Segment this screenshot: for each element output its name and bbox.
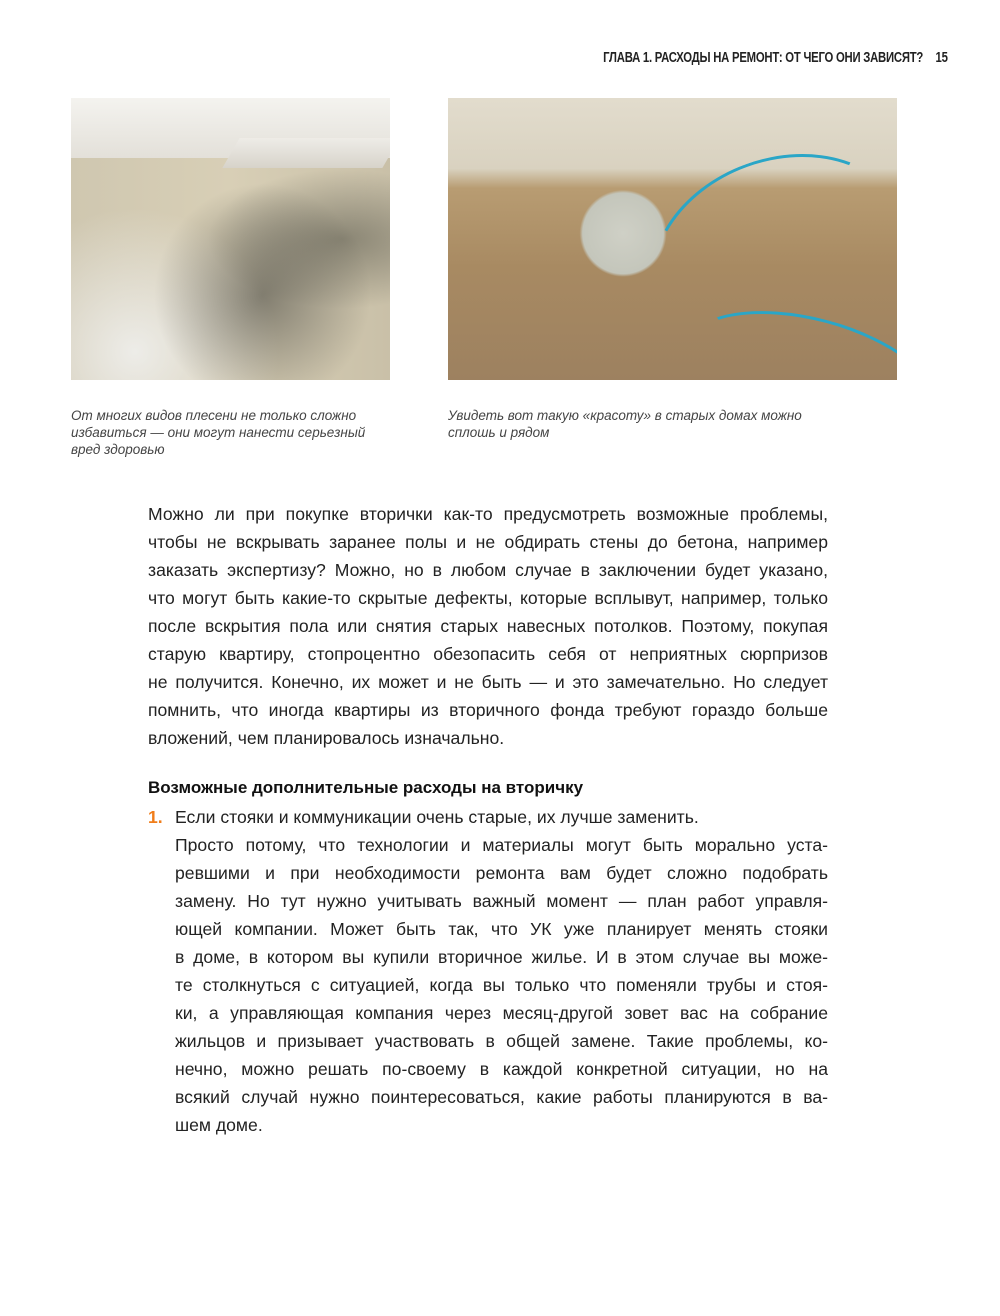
text-line: те столкнуться с ситуацией, когда вы только что поменяли трубы и стоя- [175,975,828,995]
chapter-title: ГЛАВА 1. РАСХОДЫ НА РЕМОНТ: ОТ ЧЕГО ОНИ ЗАВИСЯТ? [603,50,924,66]
text-line: шем доме. [175,1115,263,1135]
text-line: ющей компании. Может быть так, что УК уже планирует менять стояки [175,919,828,939]
photo-caption-mold [71,407,411,458]
text-line: нечно, можно решать по-своему в каждой конкретной ситуации, но на [175,1059,828,1079]
ceiling-molding [222,138,390,168]
text-line: жильцов и призывает участвовать в общей замене. Такие проблемы, ко- [175,1031,828,1051]
list-number: 1. [148,807,163,827]
text-line: заказать экспертизу? Можно, но в любом случае в заключении будет указано, [148,560,828,580]
text-line: после вскрытия пола или снятия старых навесных потолков. Поэтому, покупая [148,616,828,636]
text-line: всякий случай нужно поинтересоваться, какие работы планируются в ва- [175,1087,828,1107]
list-item [175,803,828,1139]
text-line: ревшими и при необходимости ремонта вам будет сложно подобрать [175,863,828,883]
mold-wall-photo [71,98,390,380]
text-line: Просто потому, что технологии и материалы могут быть морально уста- [175,835,828,855]
text-line: не получится. Конечно, их может и не быть — и это замечательно. Но следует [148,672,828,692]
caption-line: вред здоровью [71,442,165,457]
text-line: в доме, в котором вы купили вторичное жилье. И в этом случае вы може- [175,947,828,967]
caption-line: избавиться — они могут нанести серьезный [71,425,366,440]
caption-line: От многих видов плесени не только сложно [71,408,357,423]
running-header [604,50,948,66]
text-line: вложений, чем планировалось изначально. [148,728,505,748]
text-line: чтобы не вскрывать заранее полы и не обдирать стены до бетона, например [148,532,828,552]
text-line: помнить, что иногда квартиры из вторичного фонда требуют гораздо больше [148,700,828,720]
body-paragraph [148,500,828,752]
text-line: старую квартиру, стопроцентно обезопасить себя от неприятных сюрпризов [148,644,828,664]
old-wiring-photo [448,98,897,380]
main-text [148,500,828,1139]
caption-line: сплошь и рядом [448,425,550,440]
text-line: что могут быть какие-то скрытые дефекты, которые всплывут, например, только [148,588,828,608]
photo-caption-wiring [448,407,868,441]
text-line: замену. Но тут нужно учитывать важный момент — план работ управля- [175,891,828,911]
section-subheading: Возможные дополнительные расходы на вторичку [148,778,584,797]
text-line: Если стояки и коммуникации очень старые, их лучше заменить. [175,807,699,827]
caption-line: Увидеть вот такую «красоту» в старых домах можно [448,408,802,423]
text-line: Можно ли при покупке вторички как-то предусмотреть возможные проблемы, [148,504,828,524]
text-line: ки, а управляющая компания через месяц-другой зовет вас на собрание [175,1003,828,1023]
page-number: 15 [935,50,948,66]
numbered-list [148,803,828,1139]
